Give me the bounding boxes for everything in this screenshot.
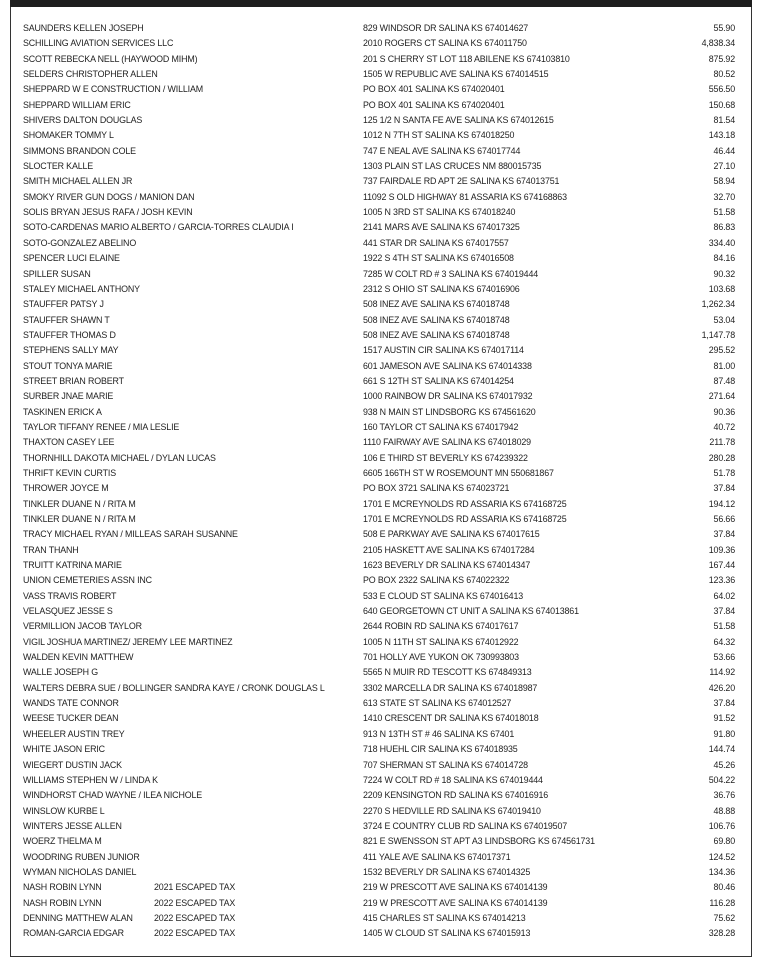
owner-name: UNION CEMETERIES ASSN INC: [23, 575, 152, 586]
tax-amount: 56.66: [713, 514, 735, 524]
owner-name: TRACY MICHAEL RYAN / MILLEAS SARAH SUSANNE: [23, 529, 238, 540]
tax-amount: 80.52: [713, 69, 735, 80]
listing-row: [23, 497, 735, 512]
owner-name: SHEPPARD WILLIAM ERIC: [23, 99, 131, 110]
mailing-address: 219 W PRESCOTT AVE SALINA KS 674014139: [363, 897, 548, 908]
mailing-address: 125 1/2 N SANTA FE AVE SALINA KS 674012615: [363, 115, 554, 126]
listing-row: [23, 865, 735, 880]
listing-row: [23, 205, 735, 220]
listing-row: [23, 52, 735, 67]
tax-amount: 64.32: [713, 636, 735, 647]
listing-row: [23, 451, 735, 466]
listing-row: [23, 711, 735, 726]
listing-row: [23, 727, 735, 742]
owner-name: THRIFT KEVIN CURTIS: [23, 467, 116, 478]
listing-row: [23, 819, 735, 834]
mailing-address: 1922 S 4TH ST SALINA KS 674016508: [363, 253, 514, 264]
listing-row: [23, 527, 735, 542]
listing-row: [23, 788, 735, 803]
mailing-address: 601 JAMESON AVE SALINA KS 674014338: [363, 360, 532, 371]
mailing-address: 1000 RAINBOW DR SALINA KS 674017932: [363, 391, 533, 402]
tax-amount: 334.40: [708, 237, 735, 248]
mailing-address: 1005 N 3RD ST SALINA KS 674018240: [363, 207, 516, 218]
mailing-address: 1517 AUSTIN CIR SALINA KS 674017114: [363, 345, 524, 356]
mailing-address: 1701 E MCREYNOLDS RD ASSARIA KS 674168725: [363, 498, 567, 509]
listing-row: [23, 405, 735, 420]
mailing-address: 415 CHARLES ST SALINA KS 674014213: [363, 912, 526, 923]
mailing-address: 1623 BEVERLY DR SALINA KS 674014347: [363, 560, 531, 571]
mailing-address: 2270 S HEDVILLE RD SALINA KS 674019410: [363, 805, 541, 816]
listing-row: [23, 374, 735, 389]
tax-amount: 90.32: [713, 268, 735, 279]
owner-name: TRUITT KATRINA MARIE: [23, 560, 122, 571]
owner-name: STEPHENS SALLY MAY: [23, 345, 119, 356]
tax-amount: 167.44: [708, 560, 735, 571]
listing-row: [23, 834, 735, 849]
owner-name: SCOTT REBECKA NELL (HAYWOOD MIHM): [23, 53, 198, 64]
owner-name: SCHILLING AVIATION SERVICES LLC: [23, 38, 174, 49]
owner-name: WALTERS DEBRA SUE / BOLLINGER SANDRA KAYE / CRONK DOUGLAS L: [23, 682, 325, 693]
mailing-address: 1303 PLAIN ST LAS CRUCES NM 880015735: [363, 161, 542, 172]
tax-amount: 46.44: [713, 145, 735, 156]
tax-note: 2021 ESCAPED TAX: [154, 882, 236, 893]
mailing-address: 640 GEORGETOWN CT UNIT A SALINA KS 674013861: [363, 606, 579, 617]
mailing-address: 7285 W COLT RD # 3 SALINA KS 674019444: [363, 268, 539, 279]
listing-row: [23, 896, 735, 911]
listing-row: [23, 343, 735, 358]
owner-name: STAUFFER THOMAS D: [23, 329, 116, 340]
mailing-address: 1012 N 7TH ST SALINA KS 674018250: [363, 130, 515, 141]
tax-amount: 504.22: [708, 774, 735, 785]
mailing-address: 2312 S OHIO ST SALINA KS 674016906: [363, 283, 520, 294]
listing-row: [23, 98, 735, 113]
listing-row: [23, 113, 735, 128]
listing-row: [23, 159, 735, 174]
owner-name: STAUFFER PATSY J: [23, 299, 104, 310]
tax-amount: 40.72: [713, 421, 735, 432]
listing-row: [23, 681, 735, 696]
mailing-address: 2209 KENSINGTON RD SALINA KS 674016916: [363, 790, 549, 801]
owner-name: WOERZ THELMA M: [23, 836, 102, 847]
listing-row: [23, 328, 735, 343]
mailing-address: 613 STATE ST SALINA KS 674012527: [363, 698, 512, 709]
owner-name: STALEY MICHAEL ANTHONY: [23, 283, 140, 294]
tax-amount: 53.66: [713, 652, 735, 663]
owner-name: VIGIL JOSHUA MARTINEZ/ JEREMY LEE MARTINEZ: [23, 636, 233, 647]
owner-name: ROMAN-GARCIA EDGAR: [23, 928, 124, 939]
listing-row: [23, 880, 735, 895]
owner-name: WALDEN KEVIN MATTHEW: [23, 652, 134, 663]
mailing-address: 718 HUEHL CIR SALINA KS 674018935: [363, 744, 518, 755]
owner-name: SLOCTER KALLE: [23, 161, 94, 172]
tax-amount: 64.02: [713, 590, 735, 601]
tax-amount: 37.84: [713, 606, 735, 617]
owner-name: SOLIS BRYAN JESUS RAFA / JOSH KEVIN: [23, 207, 193, 218]
listing-row: [23, 926, 735, 941]
listing-row: [23, 282, 735, 297]
tax-amount: 55.90: [713, 23, 735, 33]
tax-amount: 114.92: [709, 667, 735, 678]
tax-amount: 45.26: [713, 759, 735, 770]
listing-row: [23, 67, 735, 82]
listing-row: [23, 589, 735, 604]
tax-note: 2022 ESCAPED TAX: [154, 912, 236, 923]
listing-row: [23, 128, 735, 143]
mailing-address: 106 E THIRD ST BEVERLY KS 674239322: [363, 452, 528, 463]
tax-listing: [23, 21, 735, 942]
owner-name: WILLIAMS STEPHEN W / LINDA K: [23, 774, 158, 785]
tax-amount: 280.28: [708, 452, 735, 463]
owner-name: SELDERS CHRISTOPHER ALLEN: [23, 69, 158, 80]
owner-name: TINKLER DUANE N / RITA M: [23, 514, 136, 524]
tax-amount: 124.52: [708, 851, 735, 862]
listing-row: [23, 36, 735, 51]
owner-name: SOTO-CARDENAS MARIO ALBERTO / GARCIA-TORRES CLAUDIA I: [23, 222, 294, 233]
tax-amount: 211.78: [709, 437, 735, 448]
mailing-address: 2105 HASKETT AVE SALINA KS 674017284: [363, 544, 535, 555]
mailing-address: 201 S CHERRY ST LOT 118 ABILENE KS 674103810: [363, 53, 570, 64]
tax-amount: 106.76: [708, 820, 735, 831]
mailing-address: 1110 FAIRWAY AVE SALINA KS 674018029: [363, 437, 531, 448]
tax-amount: 69.80: [713, 836, 735, 847]
tax-amount: 134.36: [708, 866, 735, 877]
tax-amount: 295.52: [708, 345, 735, 356]
owner-name: WALLE JOSEPH G: [23, 667, 99, 678]
mailing-address: 7224 W COLT RD # 18 SALINA KS 674019444: [363, 774, 543, 785]
owner-name: STOUT TONYA MARIE: [23, 360, 113, 371]
listing-row: [23, 512, 735, 527]
owner-name: SHEPPARD W E CONSTRUCTION / WILLIAM: [23, 84, 203, 95]
tax-amount: 37.84: [713, 529, 735, 540]
mailing-address: 6605 166TH ST W ROSEMOUNT MN 550681867: [363, 467, 554, 478]
owner-name: WINDHORST CHAD WAYNE / ILEA NICHOLE: [23, 790, 203, 801]
tax-amount: 80.46: [713, 882, 735, 893]
mailing-address: 508 INEZ AVE SALINA KS 674018748: [363, 299, 510, 310]
listing-row: [23, 466, 735, 481]
mailing-address: 3302 MARCELLA DR SALINA KS 674018987: [363, 682, 538, 693]
mailing-address: 508 INEZ AVE SALINA KS 674018748: [363, 314, 510, 325]
tax-amount: 271.64: [708, 391, 735, 402]
owner-name: SHOMAKER TOMMY L: [23, 130, 114, 141]
mailing-address: 661 S 12TH ST SALINA KS 674014254: [363, 375, 514, 386]
mailing-address: 508 INEZ AVE SALINA KS 674018748: [363, 329, 510, 340]
mailing-address: 411 YALE AVE SALINA KS 674017371: [363, 851, 511, 862]
owner-name: TAYLOR TIFFANY RENEE / MIA LESLIE: [23, 421, 180, 432]
mailing-address: 747 E NEAL AVE SALINA KS 674017744: [363, 145, 521, 156]
owner-name: NASH ROBIN LYNN: [23, 882, 102, 893]
listing-row: [23, 850, 735, 865]
mailing-address: 737 FAIRDALE RD APT 2E SALINA KS 674013751: [363, 176, 560, 187]
tax-amount: 4,838.34: [701, 38, 735, 49]
listing-row: [23, 696, 735, 711]
tax-amount: 32.70: [713, 191, 735, 202]
listing-row: [23, 144, 735, 159]
listing-row: [23, 558, 735, 573]
tax-amount: 123.36: [708, 575, 735, 586]
tax-note: 2022 ESCAPED TAX: [154, 897, 236, 908]
tax-amount: 37.84: [713, 698, 735, 709]
listing-row: [23, 174, 735, 189]
owner-name: THORNHILL DAKOTA MICHAEL / DYLAN LUCAS: [23, 452, 216, 463]
tax-amount: 116.28: [709, 897, 735, 908]
tax-amount: 328.28: [708, 928, 735, 939]
owner-name: SPENCER LUCI ELAINE: [23, 253, 120, 264]
owner-name: WANDS TATE CONNOR: [23, 698, 119, 709]
mailing-address: 160 TAYLOR CT SALINA KS 674017942: [363, 421, 519, 432]
mailing-address: 3724 E COUNTRY CLUB RD SALINA KS 674019507: [363, 820, 568, 831]
listing-row: [23, 251, 735, 266]
listing-row: [23, 220, 735, 235]
owner-name: SPILLER SUSAN: [23, 268, 91, 279]
tax-amount: 875.92: [708, 53, 735, 64]
mailing-address: 5565 N MUIR RD TESCOTT KS 674849313: [363, 667, 532, 678]
owner-name: VERMILLION JACOB TAYLOR: [23, 621, 142, 632]
tax-amount: 143.18: [708, 130, 735, 141]
listing-row: [23, 359, 735, 374]
mailing-address: 1505 W REPUBLIC AVE SALINA KS 674014515: [363, 69, 549, 80]
owner-name: STAUFFER SHAWN T: [23, 314, 110, 325]
tax-note: 2022 ESCAPED TAX: [154, 928, 236, 939]
tax-amount: 27.10: [713, 161, 735, 172]
owner-name: THAXTON CASEY LEE: [23, 437, 115, 448]
listing-row: [23, 190, 735, 205]
listing-row: [23, 21, 735, 36]
owner-name: STREET BRIAN ROBERT: [23, 375, 124, 386]
listing-row: [23, 650, 735, 665]
mailing-address: 2141 MARS AVE SALINA KS 674017325: [363, 222, 520, 233]
mailing-address: 2644 ROBIN RD SALINA KS 674017617: [363, 621, 519, 632]
tax-amount: 37.84: [713, 483, 735, 494]
tax-amount: 53.04: [713, 314, 735, 325]
tax-amount: 1,147.78: [701, 329, 735, 340]
listing-row: [23, 435, 735, 450]
owner-name: SHIVERS DALTON DOUGLAS: [23, 115, 143, 126]
mailing-address: 913 N 13TH ST # 46 SALINA KS 67401: [363, 728, 515, 739]
listing-row: [23, 604, 735, 619]
listing-row: [23, 481, 735, 496]
mailing-address: 508 E PARKWAY AVE SALINA KS 674017615: [363, 529, 540, 540]
mailing-address: 219 W PRESCOTT AVE SALINA KS 674014139: [363, 882, 548, 893]
listing-row: [23, 543, 735, 558]
mailing-address: 1701 E MCREYNOLDS RD ASSARIA KS 674168725: [363, 514, 567, 524]
mailing-address: 1532 BEVERLY DR SALINA KS 674014325: [363, 866, 531, 877]
owner-name: THROWER JOYCE M: [23, 483, 109, 494]
owner-name: WHITE JASON ERIC: [23, 744, 105, 755]
owner-name: WYMAN NICHOLAS DANIEL: [23, 866, 137, 877]
listing-row: [23, 911, 735, 926]
tax-amount: 51.58: [713, 207, 735, 218]
mailing-address: 2010 ROGERS CT SALINA KS 674011750: [363, 38, 527, 49]
mailing-address: 1405 W CLOUD ST SALINA KS 674015913: [363, 928, 531, 939]
listing-row: [23, 665, 735, 680]
tax-amount: 86.83: [713, 222, 735, 233]
header-rule: [10, 0, 752, 7]
tax-amount: 51.78: [713, 467, 735, 478]
listing-row: [23, 389, 735, 404]
tax-amount: 75.62: [713, 912, 735, 923]
owner-name: VASS TRAVIS ROBERT: [23, 590, 117, 601]
listing-row: [23, 619, 735, 634]
owner-name: SURBER JNAE MARIE: [23, 391, 114, 402]
tax-amount: 109.36: [708, 544, 735, 555]
tax-amount: 1,262.34: [701, 299, 735, 310]
tax-amount: 48.88: [713, 805, 735, 816]
listing-row: [23, 313, 735, 328]
listing-row: [23, 297, 735, 312]
listing-row: [23, 267, 735, 282]
mailing-address: 441 STAR DR SALINA KS 674017557: [363, 237, 509, 248]
owner-name: TASKINEN ERICK A: [23, 406, 102, 417]
owner-name: TRAN THANH: [23, 544, 79, 555]
tax-amount: 51.58: [713, 621, 735, 632]
tax-amount: 144.74: [708, 744, 735, 755]
tax-amount: 194.12: [708, 498, 735, 509]
tax-amount: 91.80: [713, 728, 735, 739]
mailing-address: 938 N MAIN ST LINDSBORG KS 674561620: [363, 406, 536, 417]
owner-name: VELASQUEZ JESSE S: [23, 606, 113, 617]
mailing-address: 11092 S OLD HIGHWAY 81 ASSARIA KS 674168863: [363, 191, 567, 202]
mailing-address: PO BOX 2322 SALINA KS 674022322: [363, 575, 510, 586]
tax-amount: 81.00: [713, 360, 735, 371]
owner-name: WOODRING RUBEN JUNIOR: [23, 851, 140, 862]
listing-row: [23, 420, 735, 435]
owner-name: WIEGERT DUSTIN JACK: [23, 759, 122, 770]
owner-name: WEESE TUCKER DEAN: [23, 713, 119, 724]
tax-amount: 91.52: [713, 713, 735, 724]
listing-row: [23, 804, 735, 819]
owner-name: SOTO-GONZALEZ ABELINO: [23, 237, 137, 248]
tax-amount: 36.76: [713, 790, 735, 801]
listing-row: [23, 236, 735, 251]
owner-name: NASH ROBIN LYNN: [23, 897, 102, 908]
mailing-address: PO BOX 401 SALINA KS 674020401: [363, 99, 505, 110]
owner-name: SAUNDERS KELLEN JOSEPH: [23, 23, 144, 33]
listing-row: [23, 573, 735, 588]
tax-amount: 81.54: [713, 115, 735, 126]
listing-row: [23, 635, 735, 650]
tax-amount: 84.16: [713, 253, 735, 264]
mailing-address: 533 E CLOUD ST SALINA KS 674016413: [363, 590, 524, 601]
mailing-address: 1005 N 11TH ST SALINA KS 674012922: [363, 636, 519, 647]
tax-amount: 90.36: [713, 406, 735, 417]
tax-amount: 58.94: [713, 176, 735, 187]
owner-name: SMITH MICHAEL ALLEN JR: [23, 176, 133, 187]
mailing-address: PO BOX 401 SALINA KS 674020401: [363, 84, 505, 95]
owner-name: DENNING MATTHEW ALAN: [23, 912, 133, 923]
mailing-address: 821 E SWENSSON ST APT A3 LINDSBORG KS 674561731: [363, 836, 595, 847]
listing-row: [23, 773, 735, 788]
tax-amount: 87.48: [713, 375, 735, 386]
mailing-address: 1410 CRESCENT DR SALINA KS 674018018: [363, 713, 539, 724]
listing-row: [23, 758, 735, 773]
owner-name: TINKLER DUANE N / RITA M: [23, 498, 136, 509]
tax-amount: 150.68: [708, 99, 735, 110]
listing-row: [23, 742, 735, 757]
mailing-address: 707 SHERMAN ST SALINA KS 674014728: [363, 759, 528, 770]
mailing-address: 701 HOLLY AVE YUKON OK 730993803: [363, 652, 519, 663]
owner-name: WINTERS JESSE ALLEN: [23, 820, 122, 831]
tax-amount: 103.68: [708, 283, 735, 294]
owner-name: WINSLOW KURBE L: [23, 805, 105, 816]
mailing-address: 829 WINDSOR DR SALINA KS 674014627: [363, 23, 529, 33]
listing-row: [23, 82, 735, 97]
tax-amount: 426.20: [708, 682, 735, 693]
tax-amount: 556.50: [708, 84, 735, 95]
owner-name: WHEELER AUSTIN TREY: [23, 728, 125, 739]
owner-name: SMOKY RIVER GUN DOGS / MANION DAN: [23, 191, 195, 202]
mailing-address: PO BOX 3721 SALINA KS 674023721: [363, 483, 510, 494]
owner-name: SIMMONS BRANDON COLE: [23, 145, 136, 156]
